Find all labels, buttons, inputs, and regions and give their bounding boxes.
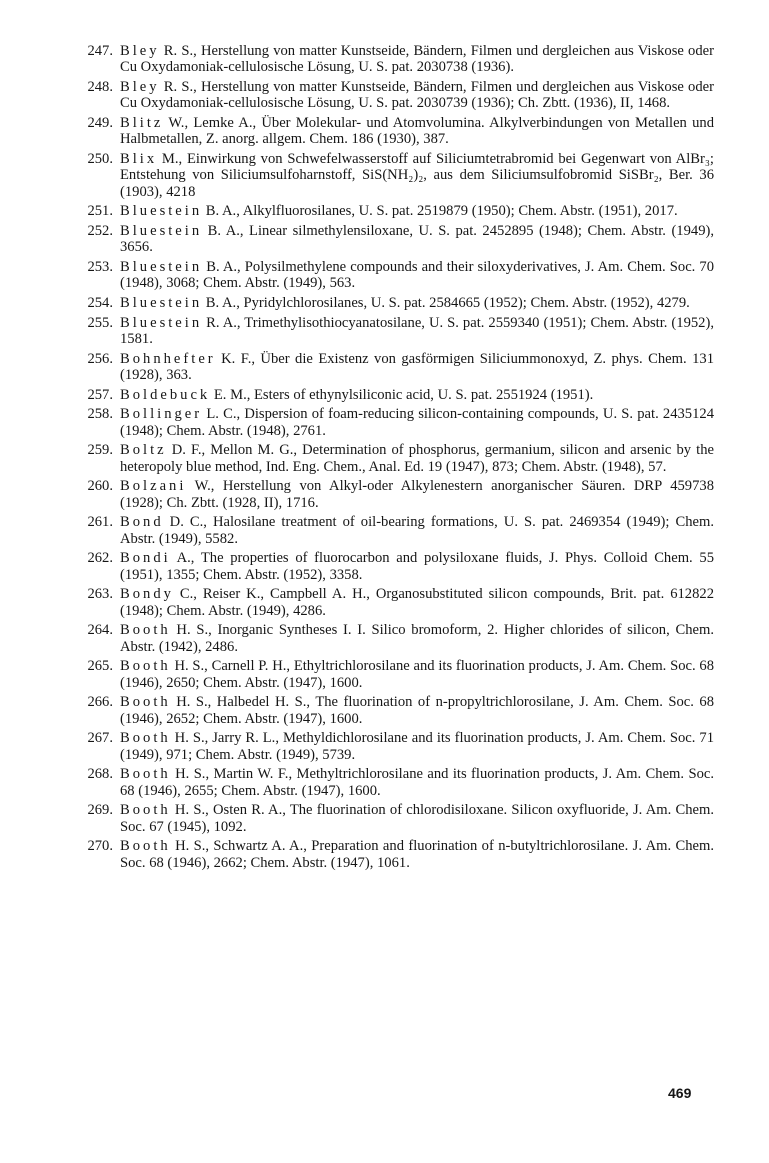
reference-number: 247. [87,43,113,59]
reference-author: Booth [120,766,171,783]
reference-number: 268. [87,766,113,783]
reference-number: 257. [87,386,113,403]
reference-author: Booth [120,658,171,675]
reference-text [120,315,714,348]
reference-details: R. S., Herstellung von matter Kunstseide, Bändern, Filmen und dergleichen aus Viskose oder Cu Oxydamoniak-cellulosische Lösung, U. S. pat. 2030739 (1936); Ch. Zbtt. (1936), II, 1468. [120,79,714,112]
reference-text [120,622,714,655]
reference-author: Bluestein [120,223,203,239]
reference-author: Bluestein [120,203,203,220]
reference-text [120,223,714,256]
reference-number: 258. [87,406,113,423]
reference-details: E. M., Esters of ethynylsiliconic acid, U. S. pat. 2551924 (1951). [210,386,594,403]
reference-number: 254. [87,295,113,311]
reference-details: H. S., Schwartz A. A., Preparation and fluorination of n-butyltrichlorosilane. J. Am. Chem. Soc. 68 (1946), 2662; Chem. Abstr. (1947), 1061. [120,838,714,871]
reference-author: Boldebuck [120,386,211,403]
reference-entry [74,550,714,583]
reference-text [120,406,714,439]
reference-author: Bley [120,79,160,95]
reference-author: Bondy [120,586,174,603]
reference-details: H. S., Inorganic Syntheses I. I. Silico bromoform, 2. Higher chlorides of silicon, Chem. Abstr. (1942), 2486. [120,622,714,655]
reference-text [120,151,714,200]
reference-author: Booth [120,838,171,855]
reference-text [120,658,714,691]
reference-author: Bohnhefter [120,350,216,367]
reference-number: 249. [87,115,113,131]
reference-details: C., Reiser K., Campbell A. H., Organosubstituted silicon compounds, Brit. pat. 612822 (1948); Chem. Abstr. (1949), 4286. [120,586,714,619]
reference-details: H. S., Osten R. A., The fluorination of chlorodisiloxane. Silicon oxyfluoride, J. Am. Chem. Soc. 67 (1945), 1092. [120,802,714,835]
reference-details: B. A., Alkylfluorosilanes, U. S. pat. 2519879 (1950); Chem. Abstr. (1951), 2017. [202,203,678,220]
reference-details: W., Lemke A., Über Molekular- und Atomvolumina. Alkylverbindungen von Metallen und Halbmetallen, Z. anorg. allgem. Chem. 186 (1930), 387. [120,115,714,148]
reference-entry [74,622,714,655]
reference-details: H. S., Martin W. F., Methyltrichlorosilane and its fluorination products, J. Am. Chem. Soc. 68 (1946), 2655; Chem. Abstr. (1947), 1600. [120,766,714,799]
reference-number: 260. [87,478,113,495]
reference-text [120,478,714,511]
reference-entry [74,586,714,619]
reference-entry [74,43,714,76]
reference-entry [74,151,714,200]
reference-author: Booth [120,694,171,711]
reference-entry [74,730,714,763]
reference-author: Bond [120,514,164,531]
reference-number: 267. [87,730,113,747]
reference-entry [74,315,714,348]
reference-details: H. S., Jarry R. L., Methyldichlorosilane and its fluorination products, J. Am. Chem. Soc. 71 (1949), 971; Chem. Abstr. (1949), 5739. [120,730,714,763]
reference-text [120,79,714,112]
reference-author: Booth [120,622,171,639]
reference-details: B. A., Polysilmethylene compounds and their siloxyderivatives, J. Am. Chem. Soc. 70 (1948), 3068; Chem. Abstr. (1949), 563. [120,259,714,292]
reference-details: K. F., Über die Existenz von gasförmigen Siliciummonoxyd, Z. phys. Chem. 131 (1928), 363. [120,350,714,383]
reference-author: Bolzani [120,478,187,495]
reference-details: D. C., Halosilane treatment of oil-bearing formations, U. S. pat. 2469354 (1949); Chem. Abstr. (1949), 5582. [120,514,714,547]
reference-list [74,43,714,874]
reference-entry [74,406,714,439]
reference-text [120,442,714,475]
reference-details: L. C., Dispersion of foam-reducing silicon-containing compounds, U. S. pat. 2435124 (1948); Chem. Abstr. (1948), 2761. [120,406,714,439]
reference-number: 269. [87,802,113,819]
reference-author: Bluestein [120,295,203,311]
reference-author: Bollinger [120,406,203,423]
reference-entry [74,259,714,292]
reference-text [120,586,714,619]
reference-entry [74,115,714,148]
reference-entry [74,203,714,219]
reference-text [120,730,714,763]
reference-author: Boltz [120,442,167,459]
reference-number: 263. [87,586,113,603]
reference-details: H. S., Carnell P. H., Ethyltrichlorosilane and its fluorination products, J. Am. Chem. Soc. 68 (1946), 2650; Chem. Abstr. (1947), 1600. [120,658,714,691]
reference-entry [74,79,714,112]
reference-text [120,387,714,403]
reference-text [120,43,714,76]
reference-details: A., The properties of fluorocarbon and polysiloxane fluids, J. Phys. Colloid Chem. 55 (1951), 1355; Chem. Abstr. (1952), 3358. [120,550,714,583]
reference-entry [74,802,714,835]
reference-details: M., Einwirkung von Schwefelwasserstoff auf Siliciumtetrabromid bei Gegenwart von AlBr₃; Entstehung von Siliciumsulfoharnstoff, SiS(NH₂)₂, aus dem Siliciumsulfobromid SiSBr₂, Ber. 36 (1903), 4218 [120,151,714,200]
reference-number: 255. [87,314,113,331]
reference-number: 265. [87,658,113,675]
reference-text [120,259,714,292]
reference-number: 264. [87,622,113,639]
reference-text [120,115,714,148]
reference-details: R. A., Trimethylisothiocyanatosilane, U. S. pat. 2559340 (1951); Chem. Abstr. (1952), 1581. [120,314,714,347]
reference-text [120,351,714,384]
reference-author: Booth [120,802,171,819]
reference-text [120,550,714,583]
reference-number: 250. [87,151,113,167]
reference-entry [74,838,714,871]
reference-entry [74,223,714,256]
reference-number: 256. [87,350,113,367]
reference-entry [74,351,714,384]
reference-text [120,802,714,835]
reference-author: Bondi [120,550,171,567]
reference-author: Blix [120,151,158,167]
reference-entry [74,442,714,475]
reference-details: B. A., Pyridylchlorosilanes, U. S. pat. 2584665 (1952); Chem. Abstr. (1952), 4279. [202,295,690,311]
reference-number: 253. [87,259,113,275]
page-number: 469 [668,1085,692,1101]
reference-entry [74,387,714,403]
reference-entry [74,295,714,311]
reference-entry [74,478,714,511]
reference-number: 248. [87,79,113,95]
reference-number: 266. [87,694,113,711]
reference-entry [74,694,714,727]
reference-author: Blitz [120,115,164,131]
reference-text [120,295,714,311]
reference-entry [74,766,714,799]
reference-number: 261. [87,514,113,531]
reference-author: Bluestein [120,314,203,331]
reference-author: Bley [120,43,160,59]
reference-author: Booth [120,730,171,747]
reference-text [120,838,714,871]
reference-number: 270. [87,838,113,855]
reference-text [120,514,714,547]
reference-text [120,694,714,727]
reference-number: 252. [87,223,113,239]
reference-details: B. A., Linear silmethylensiloxane, U. S. pat. 2452895 (1948); Chem. Abstr. (1949), 3656. [120,223,714,256]
reference-author: Bluestein [120,259,203,275]
reference-entry [74,658,714,691]
reference-entry [74,514,714,547]
reference-details: R. S., Herstellung von matter Kunstseide, Bändern, Filmen und dergleichen aus Viskose oder Cu Oxydamoniak-cellulosische Lösung, U. S. pat. 2030738 (1936). [120,43,714,76]
reference-text [120,766,714,799]
reference-text [120,203,714,219]
reference-details: W., Herstellung von Alkyl-oder Alkylenestern anorganischer Säuren. DRP 459738 (1928); Ch. Zbtt. (1928, II), 1716. [120,478,714,511]
reference-number: 262. [87,550,113,567]
reference-details: D. F., Mellon M. G., Determination of phosphorus, germanium, silicon and arsenic by the heteropoly blue method, Ind. Eng. Chem., Anal. Ed. 19 (1947), 873; Chem. Abstr. (1948), 57. [120,442,714,475]
reference-number: 251. [87,203,113,220]
reference-details: H. S., Halbedel H. S., The fluorination of n-propyltrichlorosilane, J. Am. Chem. Soc. 68 (1946), 2652; Chem. Abstr. (1947), 1600. [120,694,714,727]
reference-number: 259. [87,442,113,459]
